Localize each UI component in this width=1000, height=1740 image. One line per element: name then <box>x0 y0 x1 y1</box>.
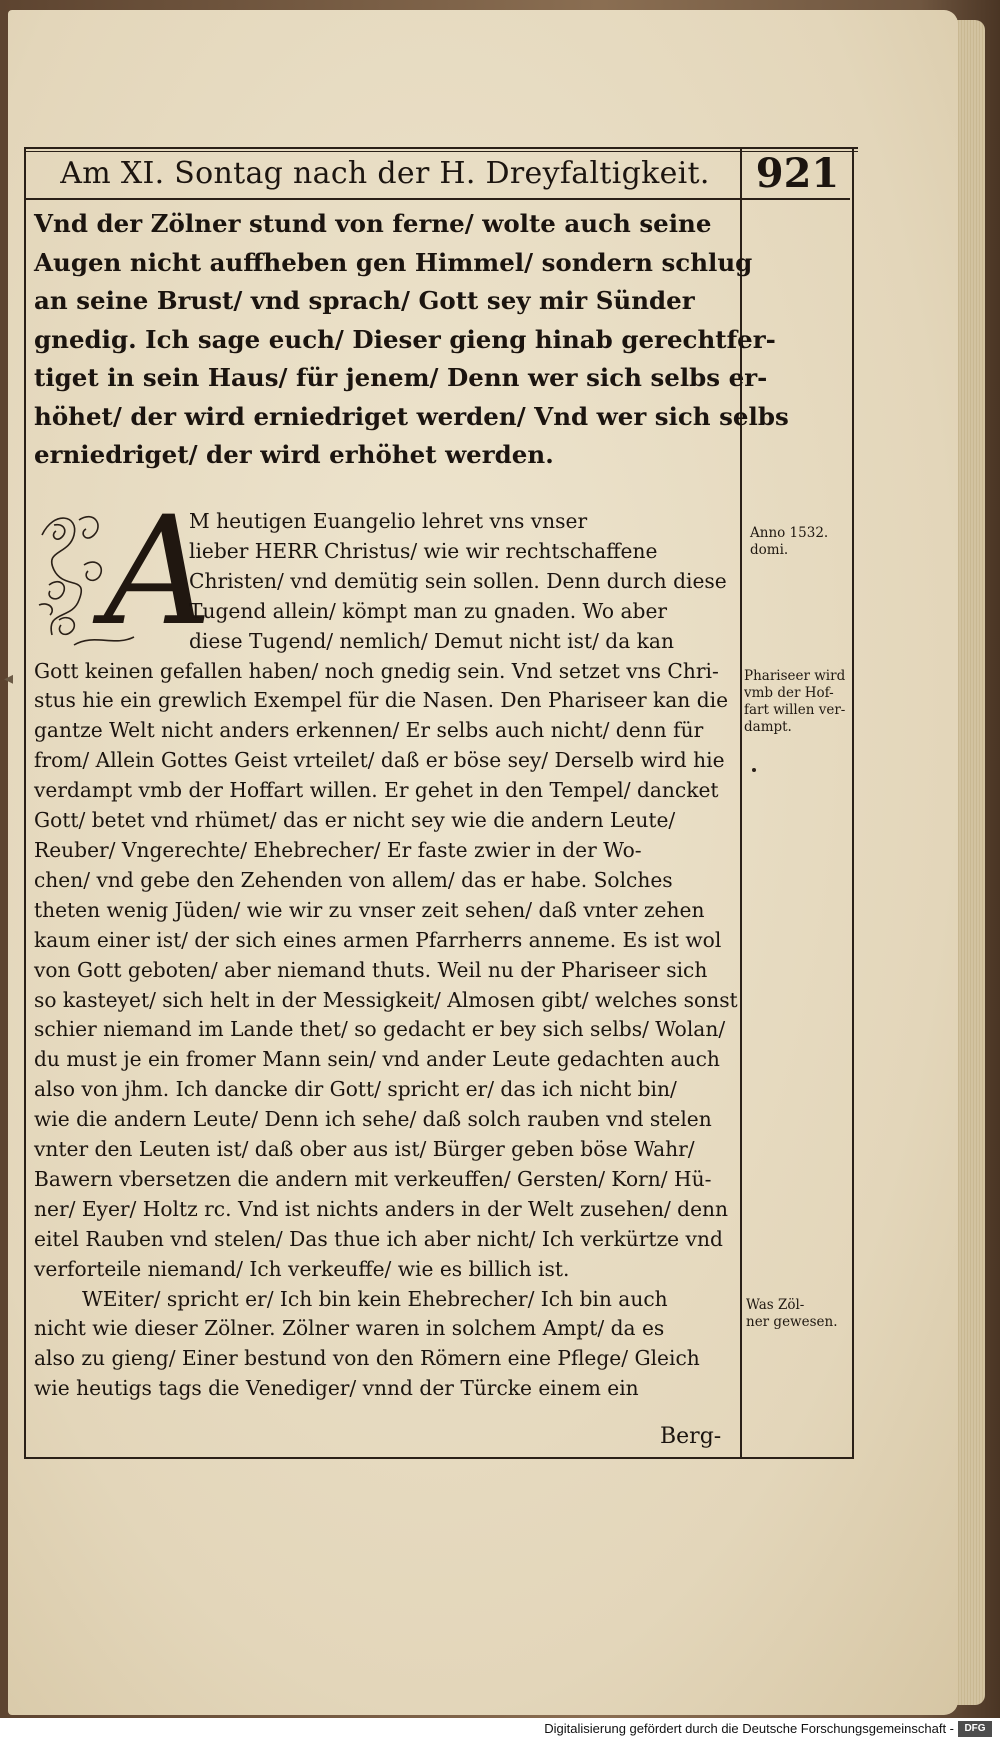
pointer-mark-icon: ◂ <box>4 668 14 689</box>
scripture-line: Augen nicht auffheben gen Himmel/ sondern schlug <box>34 247 753 277</box>
body-line: lieber HERR Christus/ wie wir rechtschaffene <box>189 538 658 563</box>
body-line: Reuber/ Vngerechte/ Ehebrecher/ Er faste zwier in der Wo- <box>34 837 642 862</box>
body-line: von Gott geboten/ aber niemand thuts. Weil nu der Phariseer sich <box>34 957 708 982</box>
scripture-line: erniedriget/ der wird erhöhet werden. <box>34 440 554 469</box>
body-line: verdampt vmb der Hoffart willen. Er gehet in den Tempel/ dancket <box>34 778 719 803</box>
body-line: also zu gieng/ Einer bestund von den Römern eine Pflege/ Gleich <box>34 1346 700 1371</box>
scripture-line: an seine Brust/ vnd sprach/ Gott sey mir Sünder <box>34 286 695 315</box>
scripture-passage <box>34 205 789 475</box>
body-line: diese Tugend/ nemlich/ Demut nicht ist/ da kan <box>189 628 674 653</box>
scripture-line: höhet/ der wird erniedriget werden/ Vnd wer sich selbs <box>34 401 789 431</box>
body-line: wie die andern Leute/ Denn ich sehe/ daß solch rauben vnd stelen <box>34 1107 712 1132</box>
margin-line: ner gewesen. <box>746 1314 838 1330</box>
initial-letter: A <box>104 485 213 659</box>
body-line: kaum einer ist/ der sich eines armen Pfarrherrs anneme. Es ist wol <box>34 927 722 952</box>
body-line: ner/ Eyer/ Holtz rc. Vnd ist nichts anders in der Welt zusehen/ denn <box>34 1196 729 1221</box>
frame-rule <box>24 1457 854 1459</box>
margin-line: domi. <box>750 542 789 558</box>
margin-line: dampt. <box>744 719 792 735</box>
body-line: WEiter/ spricht er/ Ich bin kein Ehebrecher/ Ich bin auch <box>82 1286 668 1311</box>
body-line: nicht wie dieser Zölner. Zölner waren in solchem Ampt/ da es <box>34 1316 665 1341</box>
body-line: so kasteyet/ sich helt in der Messigkeit/ Almosen gibt/ welches sonst <box>34 987 738 1012</box>
margin-line: vmb der Hof- <box>744 685 834 701</box>
frame-rule <box>24 147 26 1457</box>
margin-note-phariseer <box>744 668 845 736</box>
margin-note-anno <box>750 525 828 559</box>
body-line: Christen/ vnd demütig sein sollen. Denn durch diese <box>189 568 727 593</box>
dfg-logo-icon: DFG <box>958 1721 992 1737</box>
frame-rule <box>24 147 858 149</box>
margin-dot <box>752 768 756 772</box>
margin-line: Phariseer wird <box>744 668 846 684</box>
funding-footer: Digitalisierung gefördert durch die Deutsche Forschungsgemeinschaft - <box>544 1721 954 1736</box>
catchword: Berg- <box>660 1424 722 1449</box>
body-line: stus hie ein grewlich Exempel für die Nasen. Den Phariseer kan die <box>34 688 729 713</box>
scripture-line: gnedig. Ich sage euch/ Dieser gieng hinab gerechtfer- <box>34 324 776 354</box>
body-line: Tugend allein/ kömpt man zu gnaden. Wo aber <box>189 598 668 623</box>
body-line: M heutigen Euangelio lehret vns vnser <box>189 509 588 533</box>
body-line: du must je ein fromer Mann sein/ vnd ander Leute gedachten auch <box>34 1047 720 1072</box>
body-line: chen/ vnd gebe den Zehenden von allem/ das er habe. Solches <box>34 867 673 892</box>
body-line: schier niemand im Lande thet/ so gedacht er bey sich selbs/ Wolan/ <box>34 1017 726 1042</box>
frame-rule <box>24 198 850 200</box>
body-line: theten wenig Jüden/ wie wir zu vnser zeit sehen/ daß vnter zehen <box>34 897 705 922</box>
frame-rule <box>852 147 854 1457</box>
body-line: verforteile niemand/ Ich verkeuffe/ wie es billich ist. <box>34 1256 570 1281</box>
body-line: gantze Welt nicht anders erkennen/ Er selbs auch nicht/ denn für <box>34 718 704 743</box>
body-line: Gott keinen gefallen haben/ noch gnedig sein. Vnd setzet vns Chri- <box>34 658 719 683</box>
margin-line: Was Zöl- <box>746 1297 805 1313</box>
running-head: Am XI. Sontag nach der H. Dreyfaltigkeit. <box>60 156 710 191</box>
body-line: eitel Rauben vnd stelen/ Das thue ich aber nicht/ Ich verkürtze vnd <box>34 1226 723 1251</box>
body-line: wie heutigs tags die Venediger/ vnnd der Türcke einem ein <box>34 1376 639 1401</box>
body-line: also von jhm. Ich dancke dir Gott/ spricht er/ das ich nicht bin/ <box>34 1077 677 1102</box>
body-line: from/ Allein Gottes Geist vrteilet/ daß er böse sey/ Derselb wird hie <box>34 748 725 773</box>
scripture-line: Vnd der Zölner stund von ferne/ wolte auch seine <box>34 209 712 238</box>
body-line: Bawern vbersetzen die andern mit verkeuffen/ Gersten/ Korn/ Hü- <box>34 1166 712 1191</box>
margin-line: Anno 1532. <box>750 525 829 541</box>
sermon-body <box>34 507 738 1404</box>
body-line: vnter den Leuten ist/ daß ober aus ist/ Bürger geben böse Wahr/ <box>34 1137 695 1162</box>
margin-line: fart willen ver- <box>744 702 846 718</box>
page-number: 921 <box>755 150 840 197</box>
body-line: Gott/ betet vnd rhümet/ das er nicht sey wie die andern Leute/ <box>34 808 676 833</box>
margin-note-zoelner <box>746 1297 838 1331</box>
scripture-line: tiget in sein Haus/ für jenem/ Denn wer sich selbs er- <box>34 363 768 392</box>
